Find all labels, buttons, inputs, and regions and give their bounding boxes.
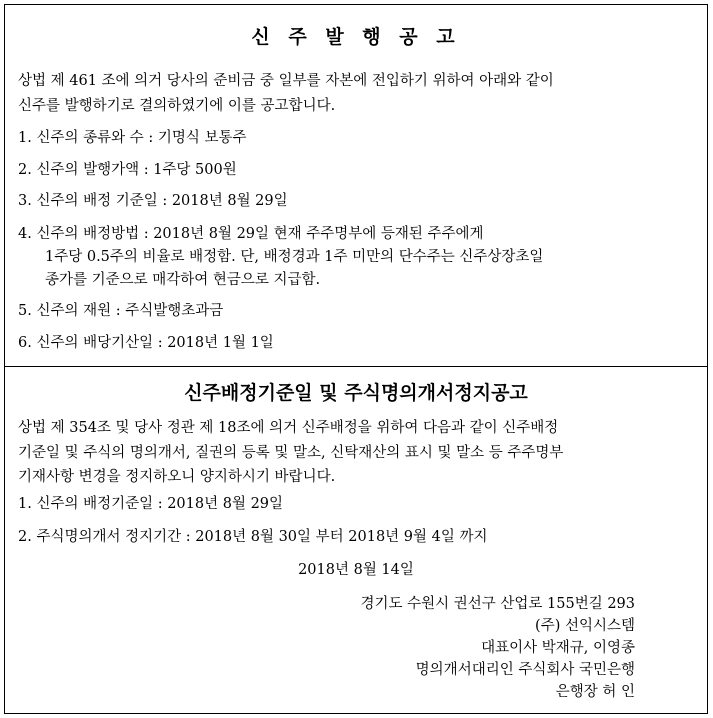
notice-title: 신 주 발 행 공 고: [251, 26, 461, 48]
list-item: 6. 신주의 배당기산일 : 2018년 1월 1일: [18, 335, 274, 351]
list-item-continuation: 1주당 0.5주의 비율로 배정함. 단, 배정경과 1주 미만의 단수주는 신주상장초일: [45, 249, 544, 265]
intro-line: 기재사항 변경을 정지하오니 양지하시기 바랍니다.: [18, 469, 336, 485]
list-item-continuation: 종가를 기준으로 매각하여 현금으로 지급함.: [45, 272, 321, 288]
transfer-agent: 명의개서대리인 주식회사 국민은행: [415, 662, 635, 678]
list-item: 3. 신주의 배정 기준일 : 2018년 8월 29일: [18, 193, 288, 209]
intro-line: 상법 제 354조 및 당사 정관 제 18조에 의거 신주배정을 위하여 다음과 같이 신주배정: [18, 420, 559, 436]
intro-line: 신주를 발행하기로 결의하였기에 이를 공고합니다.: [18, 98, 336, 114]
list-item: 2. 신주의 발행가액 : 1주당 500원: [18, 162, 237, 178]
company-address: 경기도 수원시 권선구 산업로 155번길 293: [360, 596, 635, 612]
intro-line: 상법 제 461 조에 의거 당사의 준비금 중 일부를 자본에 전입하기 위하여 아래와 같이: [18, 73, 554, 89]
list-item: 1. 신주의 배정기준일 : 2018년 8월 29일: [18, 496, 284, 512]
list-item: 1. 신주의 종류와 수 : 기명식 보통주: [18, 130, 247, 146]
bank-president: 은행장 허 인: [555, 684, 635, 700]
notice-date: 2018년 8월 14일: [298, 562, 414, 578]
list-item: 4. 신주의 배정방법 : 2018년 8월 29일 현재 주주명부에 등재된 주주에게: [18, 226, 484, 242]
list-item: 5. 신주의 재원 : 주식발행초과금: [18, 303, 224, 319]
intro-line: 기준일 및 주식의 명의개서, 질권의 등록 및 말소, 신탁재산의 표시 및 말소 등 주주명부: [18, 445, 564, 461]
record-date-suspension-notice: [5, 367, 707, 713]
notice-document: [4, 4, 708, 714]
notice-title: 신주배정기준일 및 주식명의개서정지공고: [184, 382, 528, 404]
new-share-issuance-notice: [5, 5, 707, 367]
representative: 대표이사 박재규, 이영종: [481, 640, 635, 656]
company-name: (주) 선익시스템: [535, 618, 635, 634]
list-item: 2. 주식명의개서 정지기간 : 2018년 8월 30일 부터 2018년 9월 4일 까지: [18, 529, 488, 545]
